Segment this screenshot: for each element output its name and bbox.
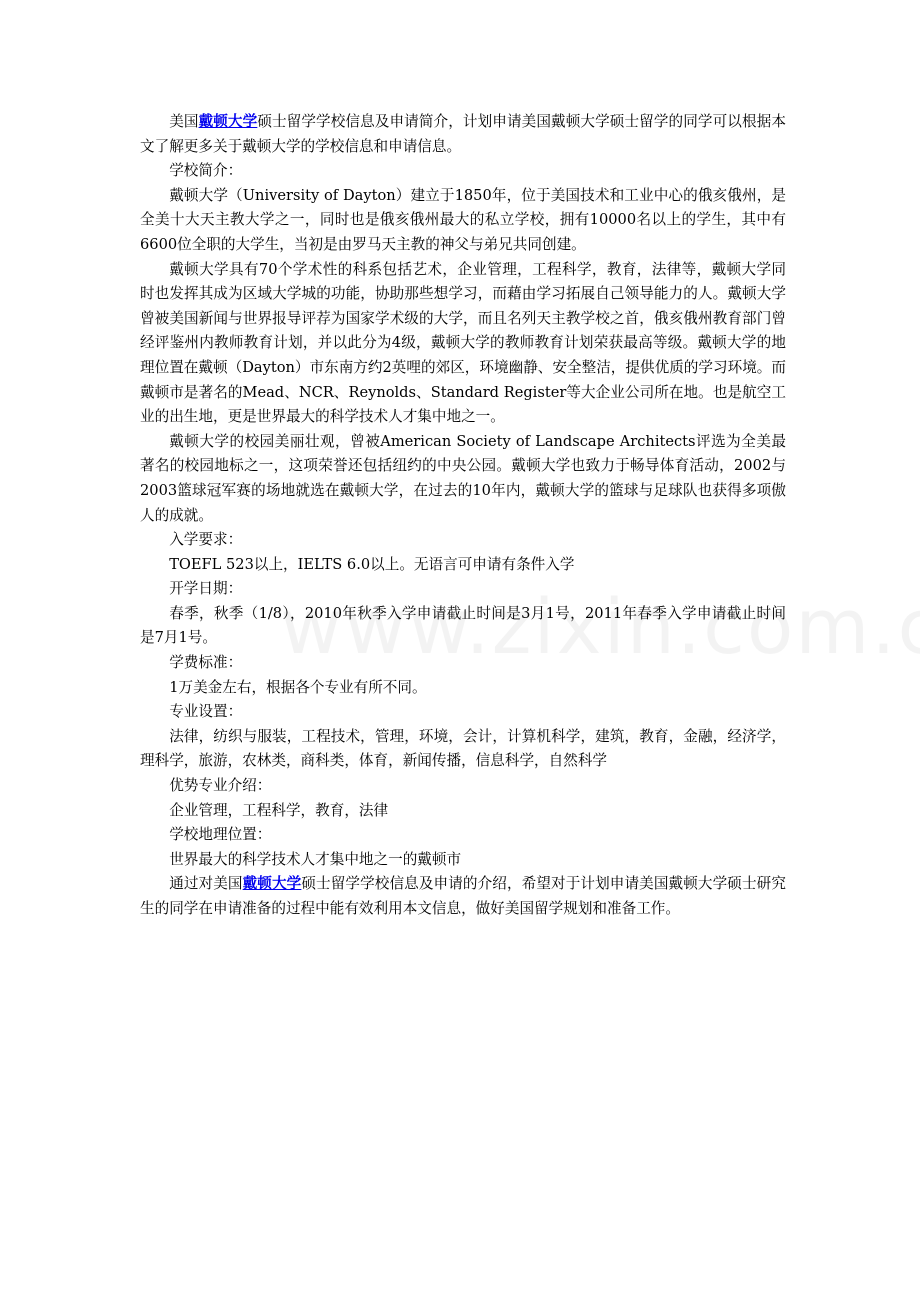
start-date-text: 春季，秋季（1/8），2010年秋季入学申请截止时间是3月1号，2011年春季入学申请截止时间是7月1号。 xyxy=(140,604,786,647)
majors-heading: 专业设置： xyxy=(169,703,243,721)
school-intro-heading: 学校简介： xyxy=(169,162,243,180)
admission-heading: 入学要求： xyxy=(169,531,243,549)
strengths-text: 企业管理，工程科学，教育，法律 xyxy=(169,801,389,819)
intro-text-after: 硕士留学学校信息及申请简介，计划申请美国戴顿大学硕士留学的同学可以根据本文了解更多关于戴顿大学的学校信息和申请信息。 xyxy=(140,113,786,155)
school-intro-paragraph-3: 戴顿大学的校园美丽壮观，曾被American Society of Landscape Architects评选为全美最著名的校园地标之一，这项荣誉还包括纽约的中央公园。戴顿大学也致力于畅导体育活动，2002与2003篮球冠军赛的场地就选在戴顿大学，在过去的10年内，戴顿大学的篮球与足球队也获得多项傲人的成就。 xyxy=(140,432,786,524)
admission-text: TOEFL 523以上，IELTS 6.0以上。无语言可申请有条件入学 xyxy=(169,555,575,573)
school-intro-paragraph-1: 戴顿大学（University of Dayton）建立于1850年，位于美国技术和工业中心的俄亥俄州，是全美十大天主教大学之一，同时也是俄亥俄州最大的私立学校，拥有10000名以上的学生，其中有6600位全职的大学生，当初是由罗马天主教的神父与弟兄共同创建。 xyxy=(140,186,786,253)
school-intro-paragraph-2: 戴顿大学具有70个学术性的科系包括艺术，企业管理，工程科学，教育，法律等，戴顿大学同时也发挥其成为区域大学城的功能，协助那些想学习，而藉由学习拓展自己领导能力的人。戴顿大学曾被美国新闻与世界报导评荐为国家学术级的大学，而且名列天主教学校之首，俄亥俄州教育部门曾经评鉴州内教师教育计划，并以此分为4级，戴顿大学的教师教育计划荣获最高等级。戴顿大学的地理位置在戴顿（Dayton）市东南方约2英哩的郊区，环境幽静、安全整洁，提供优质的学习环境。而戴顿市是著名的Mead、NCR、Reynolds、Standard Register等大企业公司所在地。也是航空工业的出生地，更是世界最大的科学技术人才集中地之一。 xyxy=(140,260,786,426)
location-text: 世界最大的科学技术人才集中地之一的戴顿市 xyxy=(169,850,462,868)
intro-paragraph xyxy=(140,110,786,159)
location-heading: 学校地理位置： xyxy=(169,826,272,844)
tuition-text: 1万美金左右，根据各个专业有所不同。 xyxy=(169,678,427,696)
majors-text: 法律，纺织与服装，工程技术，管理，环境，会计，计算机科学，建筑，教育，金融，经济学，理科学，旅游，农林类，商科类，体育，新闻传播，信息科学，自然科学 xyxy=(140,727,786,770)
dayton-link-closing[interactable]: 戴顿大学 xyxy=(242,875,302,893)
tuition-heading: 学费标准： xyxy=(169,654,243,672)
start-date-heading: 开学日期： xyxy=(169,580,243,598)
dayton-link[interactable]: 戴顿大学 xyxy=(198,113,258,130)
intro-text-before: 美国 xyxy=(169,113,199,130)
closing-text-after: 硕士留学学校信息及申请的介绍，希望对于计划申请美国戴顿大学硕士研究生的同学在申请准备的过程中能有效利用本文信息，做好美国留学规划和准备工作。 xyxy=(140,875,786,917)
strengths-heading: 优势专业介绍： xyxy=(169,777,272,795)
closing-paragraph xyxy=(140,872,786,921)
closing-text-before: 通过对美国 xyxy=(169,875,243,893)
document-body xyxy=(140,110,786,922)
